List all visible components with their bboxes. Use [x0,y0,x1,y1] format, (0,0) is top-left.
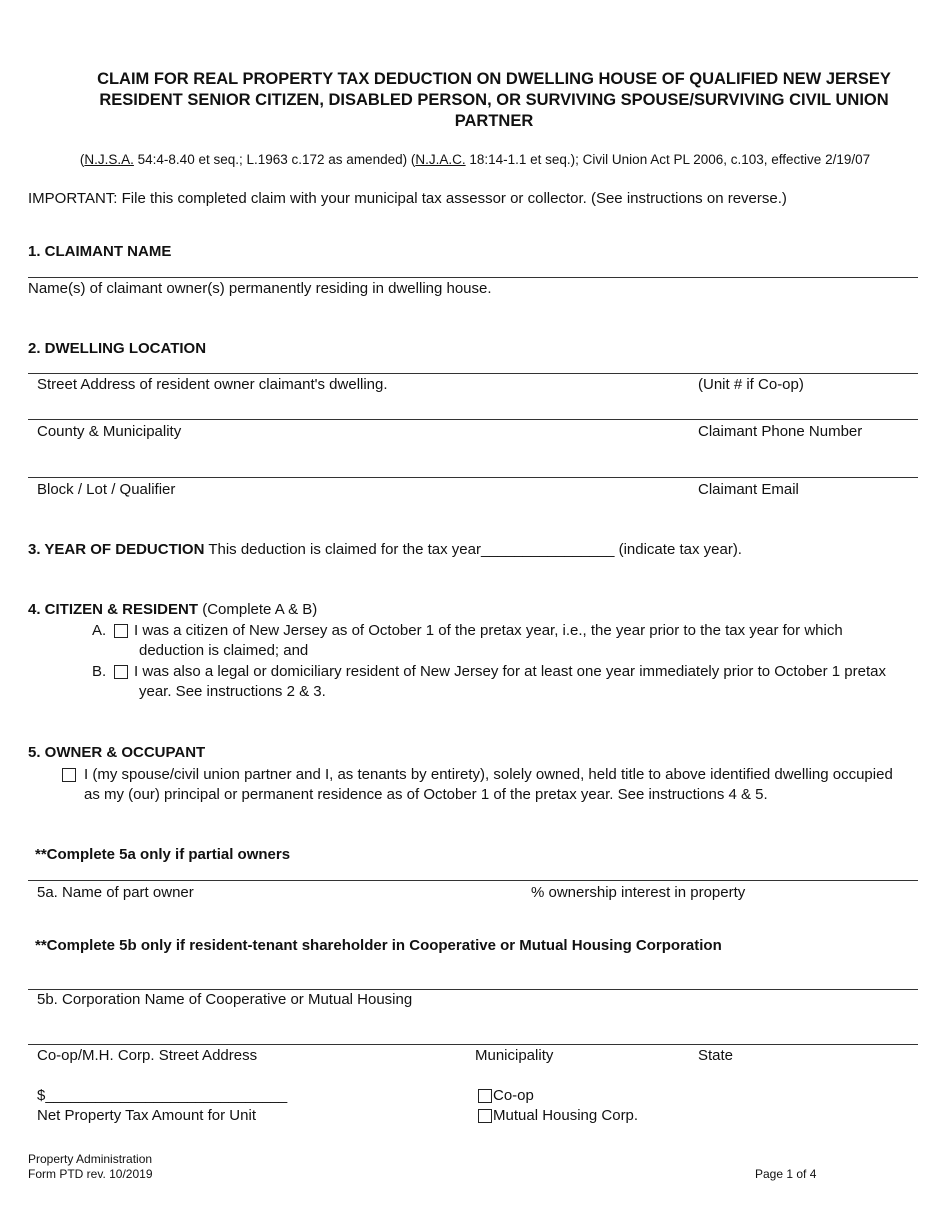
title-line: PARTNER [454,112,534,130]
resident-checkbox[interactable] [114,665,128,679]
statute-citation [0,152,950,167]
municipality-label: Municipality [475,1047,554,1064]
street-address-label: Street Address of resident owner claimant's dwelling. [37,376,388,393]
njac-reference: N.J.A.C. [415,152,466,167]
section-5-heading: 5. OWNER & OCCUPANT [28,744,206,761]
note-5a: **Complete 5a only if partial owners [35,846,291,863]
section-4-heading: 4. CITIZEN & RESIDENT [28,601,199,618]
mutual-housing-checkbox[interactable] [478,1109,492,1123]
resident-statement: I was also a legal or domiciliary resident of New Jersey for at least one year immediately prior to October 1 pretax [134,663,886,680]
footer-agency: Property Administration [28,1152,153,1166]
njsa-text: 54:4-8.40 et seq.; L.1963 c.172 as amended) ( [133,152,416,167]
title-line: CLAIM FOR REAL PROPERTY TAX DEDUCTION ON DWELLING HOUSE OF QUALIFIED NEW JERSEY [97,70,891,88]
ownership-percent-label: % ownership interest in property [531,884,746,901]
owner-occupant-checkbox[interactable] [62,768,76,782]
part-owner-field[interactable] [28,880,918,881]
section-4-note: (Complete A & B) [198,601,318,618]
block-lot-field[interactable] [28,477,918,478]
coop-checkbox[interactable] [478,1089,492,1103]
email-label: Claimant Email [698,481,799,498]
citizen-statement-cont: deduction is claimed; and [139,642,309,659]
street-address-field[interactable] [28,373,918,374]
resident-item-letter: B. [92,663,107,680]
claimant-name-field[interactable] [28,277,918,278]
important-notice: IMPORTANT: File this completed claim with your municipal tax assessor or collector. (See instructions on reverse.) [28,190,787,207]
resident-statement-cont: year. See instructions 2 & 3. [139,683,326,700]
footer-form-number: Form PTD rev. 10/2019 [28,1167,153,1181]
state-label: State [698,1047,734,1064]
corporation-name-label: 5b. Corporation Name of Cooperative or Mutual Housing [37,991,413,1008]
section-1-heading: 1. CLAIMANT NAME [28,243,172,260]
section-2-heading: 2. DWELLING LOCATION [28,340,207,357]
section-3-heading: 3. YEAR OF DEDUCTION [28,541,205,558]
note-5b: **Complete 5b only if resident-tenant shareholder in Cooperative or Mutual Housing Corporation [35,937,722,954]
coop-address-label: Co-op/M.H. Corp. Street Address [37,1047,258,1064]
county-municipality-label: County & Municipality [37,423,182,440]
citizen-item-letter: A. [92,622,107,639]
form-title [70,69,918,132]
net-tax-amount-field[interactable]: $_____________________________ [37,1087,288,1104]
njac-text: 18:14-1.1 et seq.); Civil Union Act PL 2006, c.103, effective 2/19/07 [465,152,871,167]
section-4-heading-row [28,601,317,618]
citizen-checkbox[interactable] [114,624,128,638]
unit-label: (Unit # if Co-op) [698,376,804,393]
title-line: RESIDENT SENIOR CITIZEN, DISABLED PERSON, OR SURVIVING SPOUSE/SURVIVING CIVIL UNION [99,91,889,109]
section-3-text: This deduction is claimed for the tax year________________ (indicate tax year). [204,541,742,558]
owner-occupant-statement: I (my spouse/civil union partner and I, as tenants by entirety), solely owned, held title to above identified dwelling occupied [84,766,893,783]
owner-occupant-statement-cont: as my (our) principal or permanent residence as of October 1 of the pretax year. See instructions 4 & 5. [84,786,768,803]
coop-option-label: Co-op [493,1087,534,1104]
claimant-name-caption: Name(s) of claimant owner(s) permanently residing in dwelling house. [28,280,492,297]
net-tax-amount-label: Net Property Tax Amount for Unit [37,1107,256,1124]
mutual-housing-option-label: Mutual Housing Corp. [493,1107,639,1124]
citizen-statement: I was a citizen of New Jersey as of October 1 of the pretax year, i.e., the year prior to the tax year for which [134,622,843,639]
block-lot-label: Block / Lot / Qualifier [37,481,176,498]
corporation-name-field[interactable] [28,989,918,990]
section-3[interactable] [28,541,742,558]
njsa-reference: N.J.S.A. [84,152,134,167]
page-number: Page 1 of 4 [755,1167,817,1181]
phone-number-label: Claimant Phone Number [698,423,863,440]
citation-paren: ( [79,152,85,167]
coop-address-field[interactable] [28,1044,918,1045]
county-municipality-field[interactable] [28,419,918,420]
part-owner-label: 5a. Name of part owner [37,884,194,901]
